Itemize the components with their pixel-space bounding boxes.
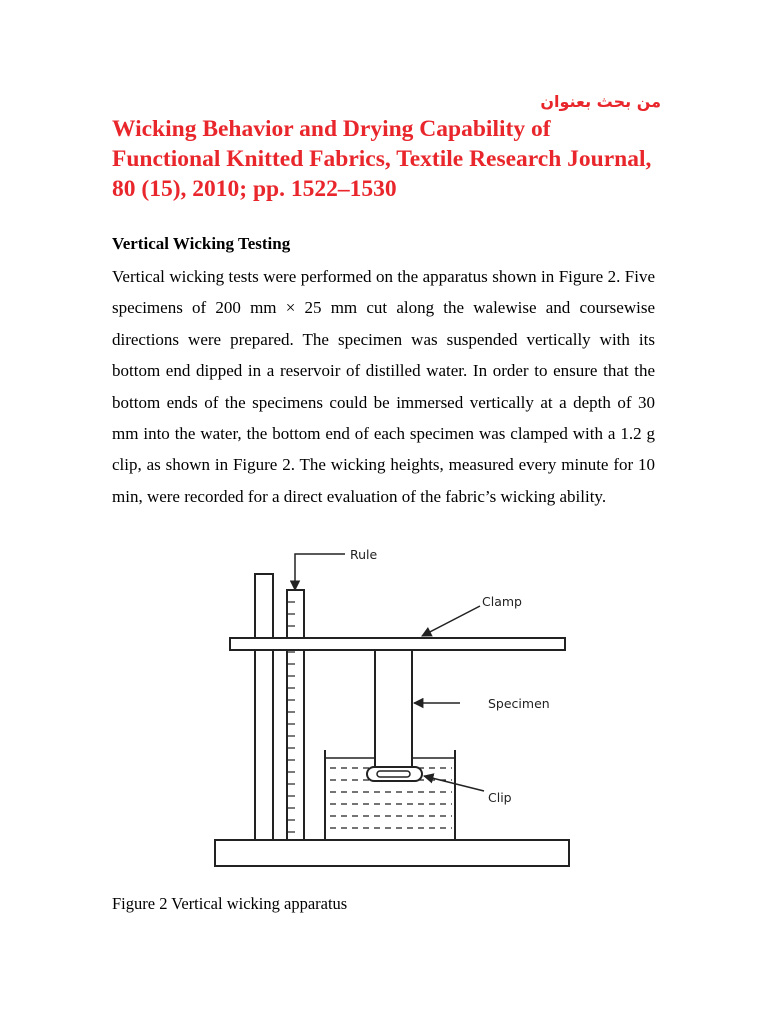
base-plate — [215, 840, 569, 866]
paper-title: Wicking Behavior and Drying Capability of Functional Knitted Fabrics, Textile Research Journal, 80 (15), 2010; pp. 1522–1530 — [112, 116, 652, 202]
source-note: من بحث بعنوان — [540, 92, 661, 111]
rule — [287, 590, 304, 840]
stand-post — [255, 574, 273, 840]
wicking-apparatus-figure — [210, 540, 580, 880]
body-paragraph: Vertical wicking tests were performed on the apparatus shown in Figure 2. Five specimens of 200 mm × 25 mm cut along the walewise and coursewise directions were prepared. The specimen was suspended vertically with its bottom end dipped in a reservoir of distilled water. In order to ensure that the bottom ends of the specimens could be immersed vertically at a depth of 30 mm into the water, the bottom end of each specimen was clamped with a 1.2 g clip, as shown in Figure 2. The wicking heights, measured every minute for 10 min, were recorded for a direct evaluation of the fabric’s wicking ability. — [112, 267, 655, 506]
rule-label: Rule — [350, 547, 378, 562]
figure-caption: Figure 2 Vertical wicking apparatus — [112, 894, 348, 913]
clamp-leader — [422, 606, 480, 636]
specimen-strip — [375, 650, 412, 775]
clip-label: Clip — [488, 790, 512, 805]
section-heading: Vertical Wicking Testing — [112, 234, 291, 253]
apparatus-diagram — [210, 540, 580, 880]
specimen-label: Specimen — [488, 696, 550, 711]
clamp-label: Clamp — [482, 594, 522, 609]
clamp-bar — [230, 638, 565, 650]
rule-leader — [295, 554, 345, 590]
